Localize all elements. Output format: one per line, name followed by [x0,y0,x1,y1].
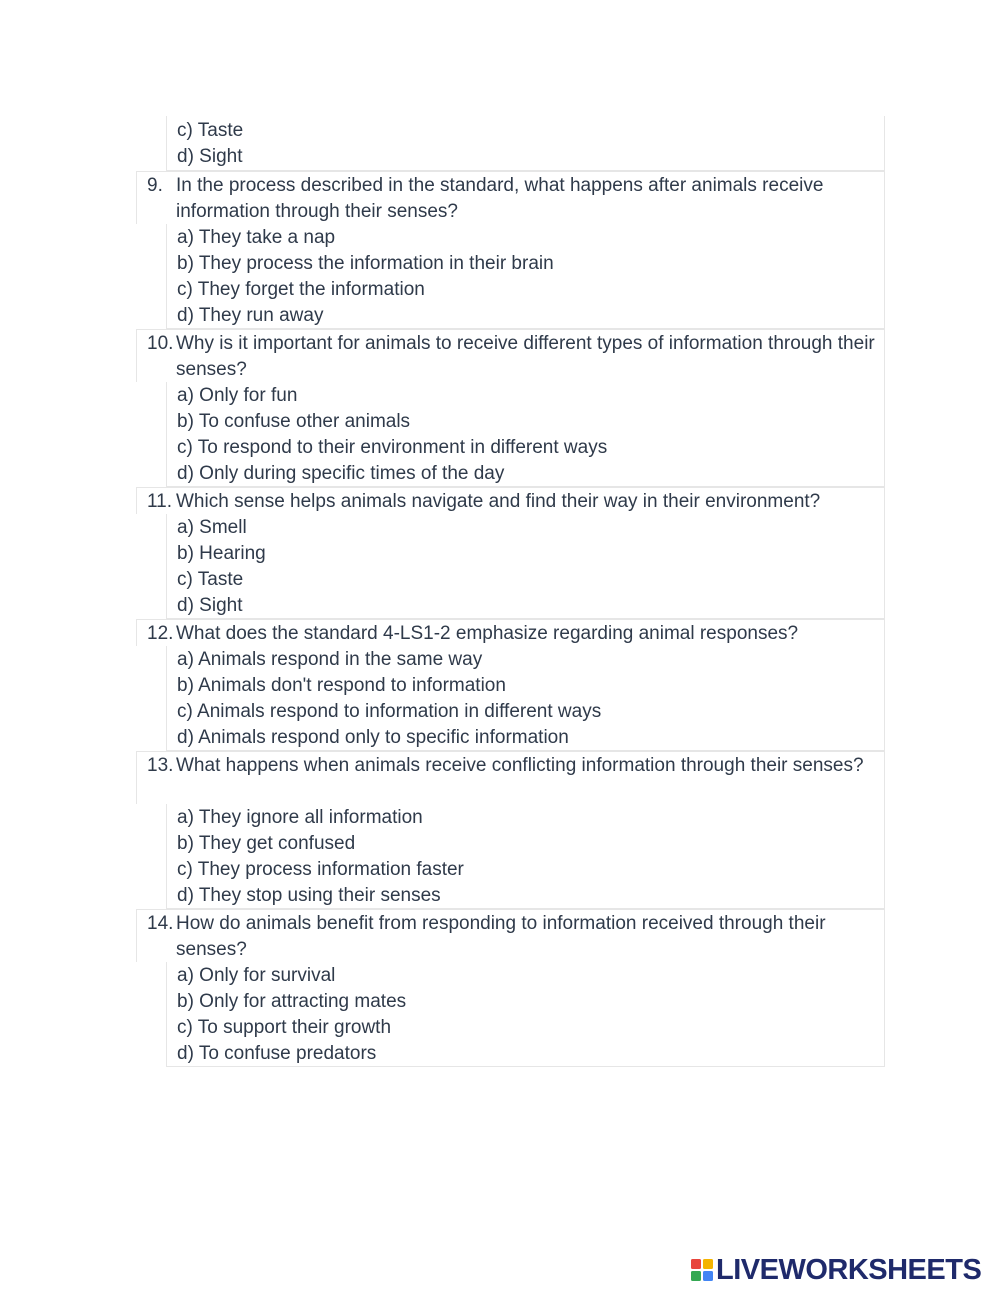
option[interactable]: c) They forget the information [177,279,425,300]
question-number: 12. [147,623,174,644]
question-text: How do animals benefit from responding to information received through their senses? [176,913,826,960]
question-text: Why is it important for animals to receive different types of information through their senses? [176,333,875,380]
option[interactable]: d) Animals respond only to specific information [177,727,569,748]
question-row [136,487,885,514]
brand-squares-icon [690,1258,714,1282]
option[interactable]: b) Only for attracting mates [177,991,407,1012]
question-number: 13. [147,755,174,776]
option[interactable]: a) Smell [177,517,247,538]
option[interactable]: c) They process information faster [177,859,464,880]
question-text: In the process described in the standard, what happens after animals receive information through their senses? [176,175,824,222]
option[interactable]: d) They stop using their senses [177,885,441,906]
question-number: 10. [147,333,174,354]
option[interactable]: a) They ignore all information [177,807,423,828]
brand-name: LIVEWORKSHEETS [716,1254,982,1286]
question-text: What happens when animals receive conflicting information through their senses? [176,755,864,776]
options-block [166,116,885,171]
option[interactable]: b) They get confused [177,833,356,854]
option[interactable]: b) Hearing [177,543,266,564]
option[interactable]: c) Taste [177,120,244,141]
option[interactable]: d) They run away [177,305,324,326]
liveworksheets-logo[interactable] [690,1253,981,1287]
options-block [166,382,885,487]
options-block [166,514,885,619]
question-text: Which sense helps animals navigate and find their way in their environment? [176,491,821,512]
question-row [136,619,885,646]
question-number: 14. [147,913,174,934]
option[interactable]: d) To confuse predators [177,1043,377,1064]
option[interactable]: a) Only for fun [177,385,298,406]
question-row [136,909,885,962]
option[interactable]: d) Sight [177,595,243,616]
question-row [136,329,885,382]
question-row [136,171,885,224]
option[interactable]: d) Only during specific times of the day [177,463,505,484]
option[interactable]: a) They take a nap [177,227,336,248]
option[interactable]: d) Sight [177,146,243,167]
options-block [166,962,885,1067]
option[interactable]: c) To respond to their environment in different ways [177,437,608,458]
options-block [166,224,885,329]
options-block [166,804,885,909]
option[interactable]: a) Animals respond in the same way [177,649,483,670]
option[interactable]: c) To support their growth [177,1017,392,1038]
option[interactable]: a) Only for survival [177,965,336,986]
question-row [136,751,885,804]
option[interactable]: b) To confuse other animals [177,411,411,432]
option[interactable]: b) They process the information in their brain [177,253,554,274]
options-block [166,646,885,751]
option[interactable]: c) Taste [177,569,244,590]
question-number: 11. [147,491,173,512]
question-number: 9. [147,175,163,196]
option[interactable]: b) Animals don't respond to information [177,675,506,696]
question-text: What does the standard 4-LS1-2 emphasize regarding animal responses? [176,623,799,644]
option[interactable]: c) Animals respond to information in different ways [177,701,602,722]
